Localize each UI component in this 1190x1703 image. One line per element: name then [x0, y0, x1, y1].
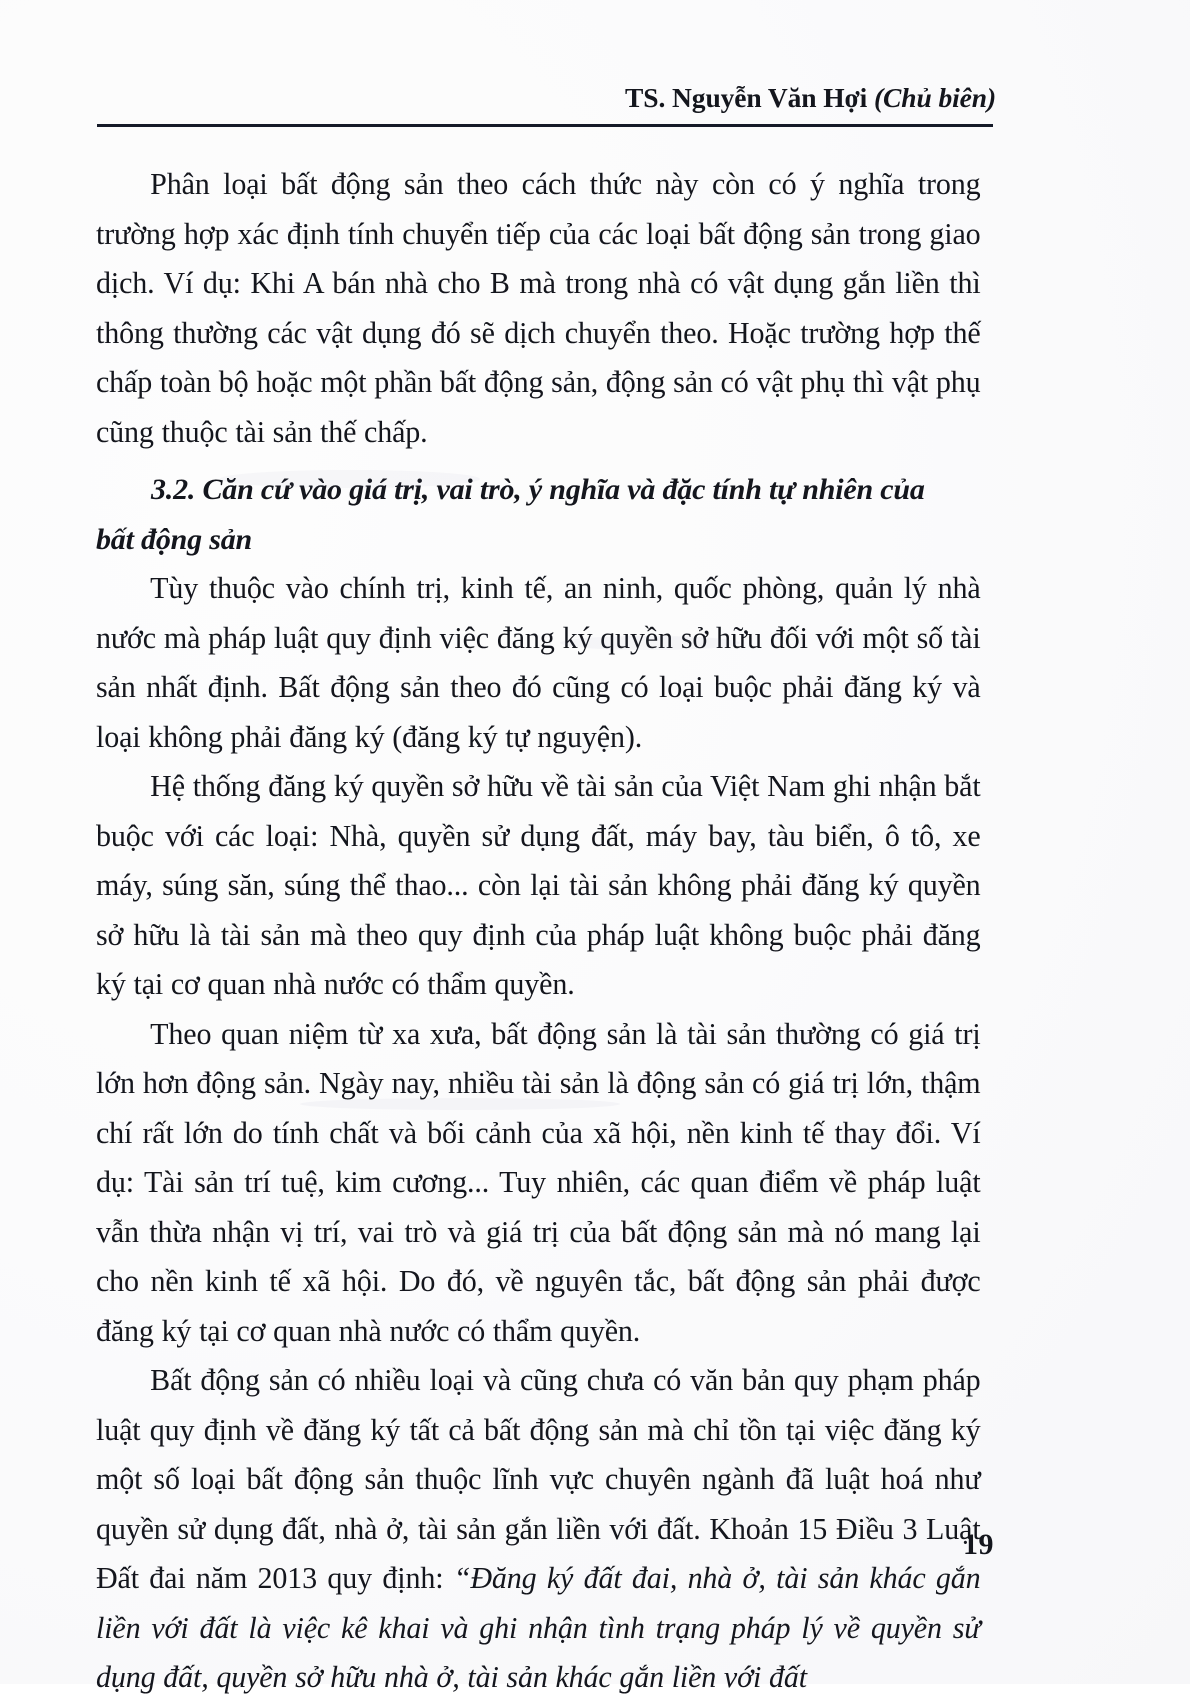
legal-quote-text: “Đăng ký đất đai, nhà ở, tài sản khác gắn liền với đất là việc kê khai và ghi nhận tình trạng pháp lý về quyền sử dụng đất, quyền sở hữu nhà ở, tài sản khác gắn liền với đất	[96, 1561, 981, 1694]
header-divider-rule	[97, 124, 993, 127]
paragraph-3: Hệ thống đăng ký quyền sở hữu về tài sản của Việt Nam ghi nhận bắt buộc với các loại: Nhà, quyền sử dụng đất, máy bay, tàu biển, ô tô, xe máy, súng săn, súng thể thao... còn lại tài sản không phải đăng ký quyền sở hữu là tài sản mà theo quy định của pháp luật không buộc phải đăng ký tại cơ quan nhà nước có thẩm quyền.	[96, 769, 981, 1001]
running-header	[96, 82, 996, 114]
running-header-author: TS. Nguyễn Văn Hợi	[625, 82, 874, 113]
paragraph-1: Phân loại bất động sản theo cách thức này còn có ý nghĩa trong trường hợp xác định tính chuyển tiếp của các loại bất động sản trong giao dịch. Ví dụ: Khi A bán nhà cho B mà trong nhà có vật dụng gắn liền thì thông thường các vật dụng đó sẽ dịch chuyển theo. Hoặc trường hợp thế chấp toàn bộ hoặc một phần bất động sản, động sản có vật phụ thì vật phụ cũng thuộc tài sản thế chấp.	[96, 167, 981, 449]
section-heading-3-2	[96, 457, 994, 564]
paragraph-4: Theo quan niệm từ xa xưa, bất động sản là tài sản thường có giá trị lớn hơn động sản. Ngày nay, nhiều tài sản là động sản có giá trị lớn, thậm chí rất lớn do tính chất và bối cảnh của xã hội, nền kinh tế thay đổi. Ví dụ: Tài sản trí tuệ, kim cương... Tuy nhiên, các quan điểm về pháp luật vẫn thừa nhận vị trí, vai trò và giá trị của bất động sản mà nó mang lại cho nền kinh tế xã hội. Do đó, về nguyên tắc, bất động sản phải được đăng ký tại cơ quan nhà nước có thẩm quyền.	[96, 1016, 981, 1348]
section-heading-line1: 3.2. Căn cứ vào giá trị, vai trò, ý nghĩa và đặc tính tự nhiên của	[151, 473, 925, 506]
body-text-block	[96, 160, 994, 1703]
running-header-role: (Chủ biên)	[873, 82, 996, 113]
section-heading-line2: bất động sản	[96, 522, 252, 556]
paragraph-5-lead: Bất động sản có nhiều loại và cũng chưa có văn bản quy phạm pháp luật quy định về đăng ký tất cả bất động sản mà chỉ tồn tại việc đăng ký một số loại bất động sản thuộc lĩnh vực chuyên ngành đã luật hoá như quyền sử dụng đất, nhà ở, tài sản gắn liền với đất. Khoản 15 Điều 3 Luật Đất đai năm 2013 quy định:	[96, 1363, 981, 1595]
paragraph-2: Tùy thuộc vào chính trị, kinh tế, an ninh, quốc phòng, quản lý nhà nước mà pháp luật quy định việc đăng ký quyền sở hữu đối với một số tài sản nhất định. Bất động sản theo đó cũng có loại buộc phải đăng ký và loại không phải đăng ký (đăng ký tự nguyện).	[96, 571, 981, 754]
page-content-area	[96, 0, 996, 1694]
page-number: 19	[963, 1528, 994, 1561]
